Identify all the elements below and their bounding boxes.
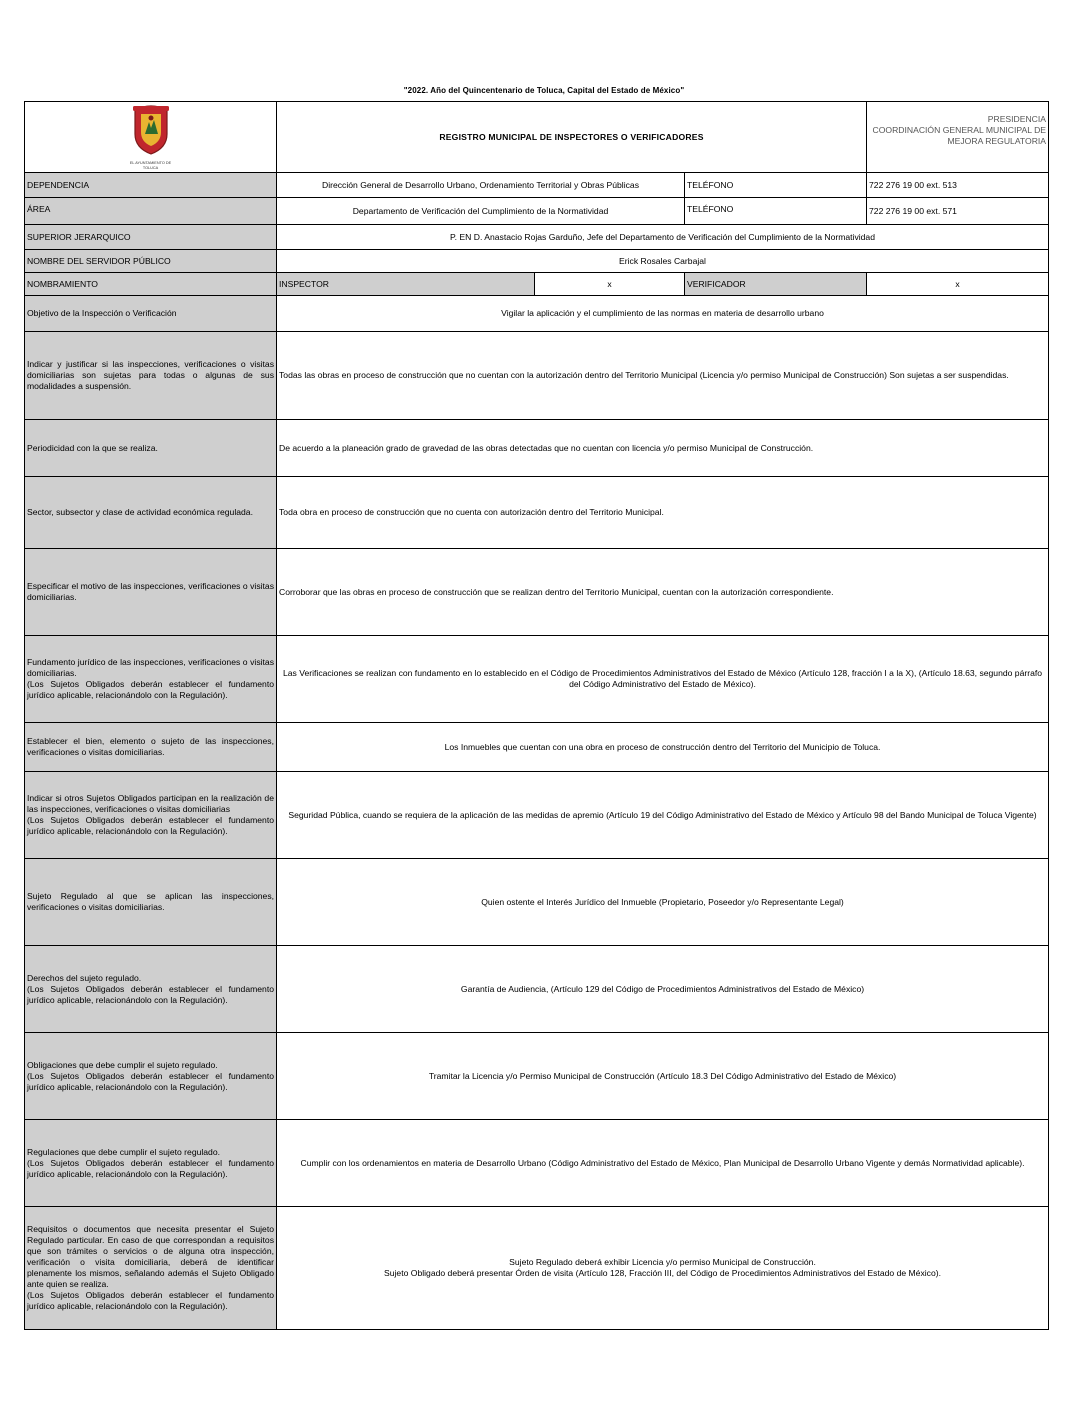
- superior-value: P. EN D. Anastacio Rojas Garduño, Jefe del Departamento de Verificación del Cumplimiento de la Normatividad: [277, 225, 1049, 250]
- detail-row-objetivo: [25, 296, 1049, 332]
- row-value-regulaciones: Cumplir con los ordenamientos en materia de Desarrollo Urbano (Código Administrativo del Estado de México, Plan Municipal de Desarrollo Urbano Vigente y demás Normatividad aplicable).: [277, 1120, 1049, 1207]
- inspector-label: INSPECTOR: [277, 273, 535, 296]
- detail-row-fundamento: [25, 636, 1049, 723]
- row-label-objetivo: Objetivo de la Inspección o Verificación: [25, 296, 277, 332]
- detail-row-motivo: [25, 549, 1049, 636]
- nombramiento-label: NOMBRAMIENTO: [25, 273, 277, 296]
- inspector-mark: x: [535, 273, 685, 296]
- presidency-heading: PRESIDENCIA COORDINACIÓN GENERAL MUNICIPAL DE MEJORA REGULATORIA: [867, 102, 1049, 173]
- detail-row-bien: [25, 723, 1049, 772]
- row-value-sector: Toda obra en proceso de construcción que no cuenta con autorización dentro del Territorio Municipal.: [277, 477, 1049, 549]
- row-label-regulaciones: Regulaciones que debe cumplir el sujeto regulado. (Los Sujetos Obligados deberán establecer el fundamento jurídico aplicable, relacionándolo con la Regulación).: [25, 1120, 277, 1207]
- detail-row-suspension: [25, 332, 1049, 420]
- superior-label: SUPERIOR JERARQUICO: [25, 225, 277, 250]
- row-value-requisitos: Sujeto Regulado deberá exhibir Licencia y/o permiso Municipal de Construcción. Sujeto Obligado deberá presentar Órden de visita (Artículo 128, Fracción III, del Código de Procedimientos Administrativos del Estado de México).: [277, 1207, 1049, 1330]
- verificador-label: VERIFICADOR: [685, 273, 867, 296]
- telefono-label-1: TELÉFONO: [685, 173, 867, 198]
- row-label-sujeto-regulado: Sujeto Regulado al que se aplican las inspecciones, verificaciones o visitas domiciliarias.: [25, 859, 277, 946]
- toluca-coat-of-arms-logo: [129, 104, 173, 158]
- row-label-fundamento: Fundamento jurídico de las inspecciones, verificaciones o visitas domiciliarias. (Los Sujetos Obligados deberán establecer el fundamento jurídico aplicable, relacionándolo con la Regulación).: [25, 636, 277, 723]
- row-value-sujeto-regulado: Quien ostente el Interés Jurídico del Inmueble (Propietario, Poseedor y/o Representante Legal): [277, 859, 1049, 946]
- detail-row-regulaciones: [25, 1120, 1049, 1207]
- verificador-mark: x: [867, 273, 1049, 296]
- dependencia-label: DEPENDENCIA: [25, 173, 277, 198]
- row-value-derechos: Garantía de Audiencia, (Artículo 129 del Código de Procedimientos Administrativos del Estado de México): [277, 946, 1049, 1033]
- detail-row-otros-sujetos: [25, 772, 1049, 859]
- telefono-label-2: TELÉFONO: [685, 198, 867, 225]
- row-value-otros-sujetos: Seguridad Pública, cuando se requiera de la aplicación de las medidas de apremio (Artículo 19 del Código Administrativo del Estado de México y Artículo 98 del Bando Municipal de Toluca Vigente): [277, 772, 1049, 859]
- detail-row-sujeto-regulado: [25, 859, 1049, 946]
- row-value-suspension: Todas las obras en proceso de construcción que no cuentan con la autorización dentro del Territorio Municipal (Licencia y/o permiso Municipal de Construcción) Son sujetas a ser suspendidas.: [277, 332, 1049, 420]
- row-value-bien: Los Inmuebles que cuentan con una obra en proceso de construcción dentro del Territorio del Municipio de Toluca.: [277, 723, 1049, 772]
- row-label-derechos: Derechos del sujeto regulado. (Los Sujetos Obligados deberán establecer el fundamento jurídico aplicable, relacionándolo con la Regulación).: [25, 946, 277, 1033]
- row-value-obligaciones: Tramitar la Licencia y/o Permiso Municipal de Construcción (Artículo 18.3 Del Código Administrativo del Estado de México): [277, 1033, 1049, 1120]
- row-value-motivo: Corroborar que las obras en proceso de construcción que se realizan dentro del Territorio Municipal, cuentan con la autorización correspondiente.: [277, 549, 1049, 636]
- detail-row-derechos: [25, 946, 1049, 1033]
- row-label-suspension: Indicar y justificar si las inspecciones, verificaciones o visitas domiciliarias son sujetas para todas o algunas de sus modalidades a suspensión.: [25, 332, 277, 420]
- inspector-registry-table: [24, 101, 1049, 1330]
- servidor-label: NOMBRE DEL SERVIDOR PÚBLICO: [25, 250, 277, 273]
- logo-cell: [25, 102, 277, 173]
- area-label: ÁREA: [25, 198, 277, 225]
- document-motto: "2022. Año del Quincentenario de Toluca, Capital del Estado de México": [403, 86, 685, 95]
- servidor-row: [25, 250, 1049, 273]
- detail-row-obligaciones: [25, 1033, 1049, 1120]
- servidor-value: Erick Rosales Carbajal: [277, 250, 1049, 273]
- document-title: REGISTRO MUNICIPAL DE INSPECTORES O VERIFICADORES: [277, 102, 867, 173]
- header-row: [25, 102, 1049, 173]
- telefono-value-1: 722 276 19 00 ext. 513: [867, 173, 1049, 198]
- detail-row-sector: [25, 477, 1049, 549]
- detail-row-periodicidad: [25, 420, 1049, 477]
- area-row: [25, 198, 1049, 225]
- superior-row: [25, 225, 1049, 250]
- detail-row-requisitos: [25, 1207, 1049, 1330]
- telefono-value-2: 722 276 19 00 ext. 571: [867, 198, 1049, 225]
- row-label-sector: Sector, subsector y clase de actividad económica regulada.: [25, 477, 277, 549]
- dependencia-row: [25, 173, 1049, 198]
- row-value-objetivo: Vigilar la aplicación y el cumplimiento de las normas en materia de desarrollo urbano: [277, 296, 1049, 332]
- area-value: Departamento de Verificación del Cumplimiento de la Normatividad: [277, 198, 685, 225]
- dependencia-value: Dirección General de Desarrollo Urbano, Ordenamiento Territorial y Obras Públicas: [277, 173, 685, 198]
- row-label-otros-sujetos: Indicar si otros Sujetos Obligados participan en la realización de las inspecciones, verificaciones o visitas domiciliarias (Los Sujetos Obligados deberán establecer el fundamento jurídico aplicable, relacionándolo con la Regulación).: [25, 772, 277, 859]
- nombramiento-row: [25, 273, 1049, 296]
- row-label-obligaciones: Obligaciones que debe cumplir el sujeto regulado. (Los Sujetos Obligados deberán establecer el fundamento jurídico aplicable, relacionándolo con la Regulación).: [25, 1033, 277, 1120]
- row-label-bien: Establecer el bien, elemento o sujeto de las inspecciones, verificaciones o visitas domiciliarias.: [25, 723, 277, 772]
- row-value-periodicidad: De acuerdo a la planeación grado de gravedad de las obras detectadas que no cuentan con licencia y/o permiso Municipal de Construcción.: [277, 420, 1049, 477]
- row-label-motivo: Especificar el motivo de las inspecciones, verificaciones o visitas domiciliarias.: [25, 549, 277, 636]
- row-label-requisitos: Requisitos o documentos que necesita presentar el Sujeto Regulado particular. En caso de que correspondan a requisitos que son trámites o servicios o de alguna otra inspección, verificación o visita domiciliaria, deberá de identificar plenamente los mismos, señalando además el Sujeto Obligado ante quien se realiza. (Los Sujetos Obligados deberán establecer el fundamento jurídico aplicable, relacionándolo con la Regulación).: [25, 1207, 277, 1330]
- row-value-fundamento: Las Verificaciones se realizan con fundamento en lo establecido en el Código de Procedimientos Administrativos del Estado de México (Artículo 128, fracción I a la X), (Artículo 18.63, segundo párrafo del Código Administrativo del Estado de México).: [277, 636, 1049, 723]
- row-label-periodicidad: Periodicidad con la que se realiza.: [25, 420, 277, 477]
- logo-caption: EL AYUNTAMIENTO DE TOLUCA: [129, 161, 172, 170]
